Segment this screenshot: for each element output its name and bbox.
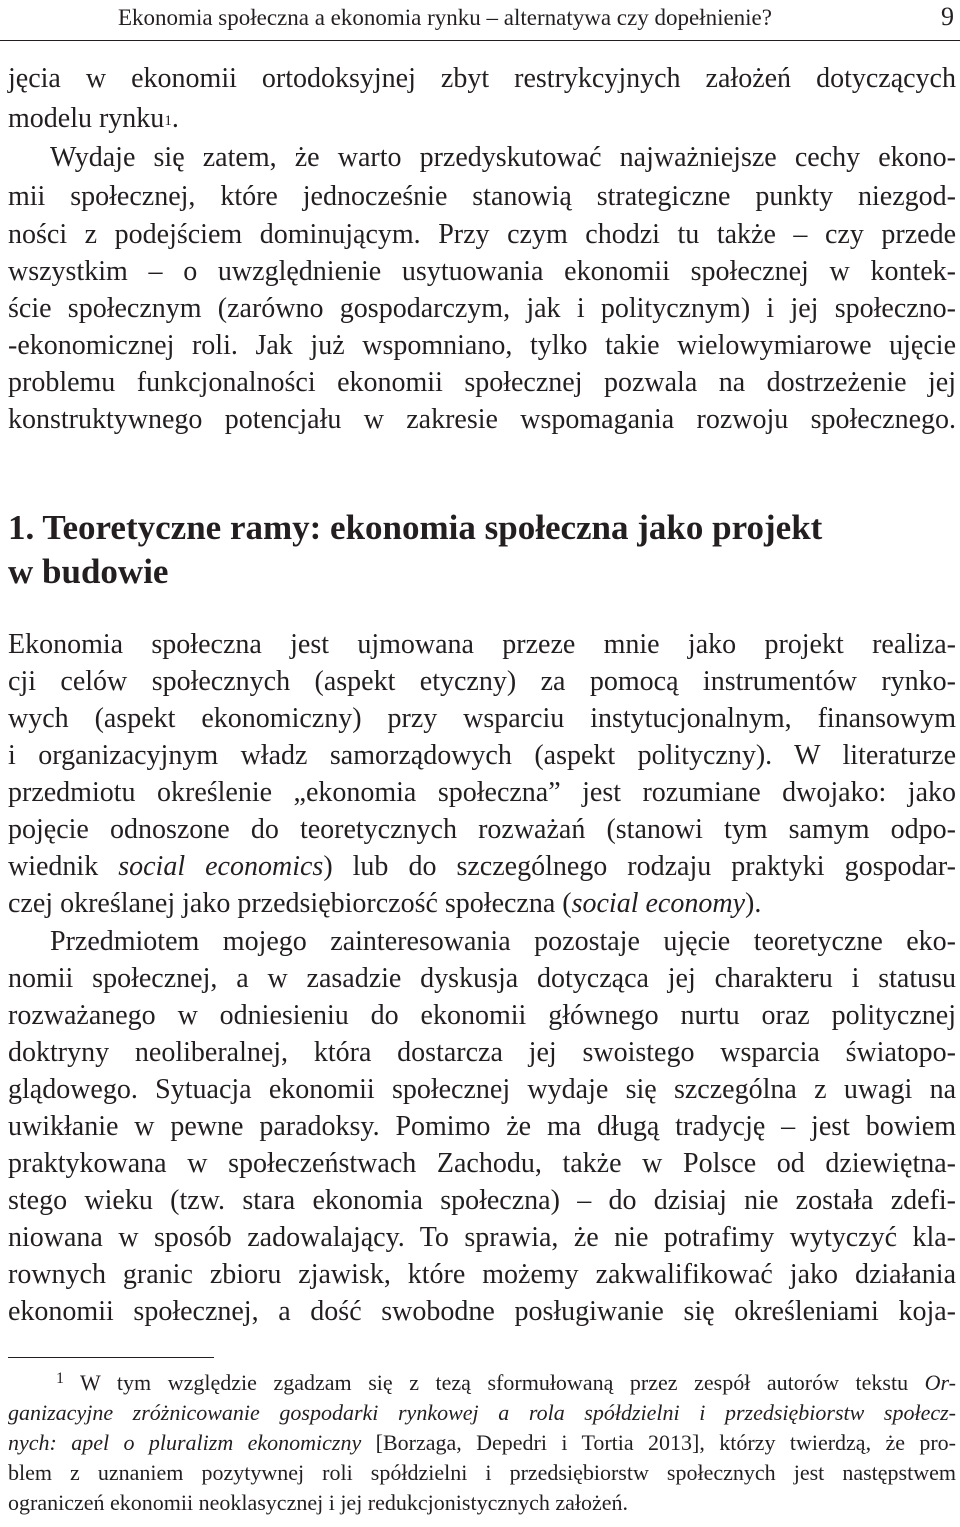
body-line: pojęcie odnoszone do teoretycznych rozważań (stanowi tym samym odpo-: [8, 814, 956, 845]
page-number: 9: [941, 2, 954, 31]
section-heading: w budowie: [8, 552, 169, 591]
body-line: uwikłanie w pewne paradoksy. Pomimo że ma długą tradycję – jest bowiem: [8, 1111, 956, 1142]
running-header: [0, 0, 960, 41]
body-line: jęcia w ekonomii ortodoksyjnej zbyt restrykcyjnych założeń dotyczących: [8, 63, 956, 94]
body-line: ekonomii społecznej, a dość swobodne posługiwanie się określeniami koja-: [8, 1296, 956, 1327]
section-heading: 1. Teoretyczne ramy: ekonomia społeczna jako projekt: [8, 508, 823, 547]
text-span: W tym względzie zgadzam się z tezą sformułowaną przez zespół autorów tekstu: [80, 1370, 925, 1395]
text-span: czej określanej jako przedsiębiorczość społeczna (: [8, 888, 572, 919]
text-span: .: [171, 103, 179, 134]
text-span: modelu rynku: [8, 103, 165, 134]
body-line: [8, 884, 956, 924]
body-line: problemu funkcjonalności ekonomii społecznej pozwala na dostrzeżenie jej: [8, 367, 956, 398]
body-line: konstruktywnego potencjału w zakresie wspomagania rozwoju społecznego.: [8, 404, 956, 435]
italic-title: nych: apel o pluralizm ekonomiczny: [8, 1430, 362, 1455]
text-span: wiednik: [8, 851, 119, 882]
body-line: Przedmiotem mojego zainteresowania pozostaje ujęcie teoretyczne eko-: [50, 926, 956, 957]
footnote-line: blem z uznaniem pozytywnej roli spółdzielni i przedsiębiorstw społecznych jest następstwem: [8, 1460, 956, 1485]
body-line: Ekonomia społeczna jest ujmowana przeze mnie jako projekt realiza-: [8, 629, 956, 660]
body-line: przedmiotu określenie „ekonomia społeczna” jest rozumiane dwojako: jako: [8, 777, 956, 808]
body-line: nomii społecznej, a w zasadzie dyskusja dotycząca jej charakteru i statusu: [8, 963, 956, 994]
text-span: ).: [745, 888, 762, 919]
body-line: rownych granic zbioru zjawisk, które możemy zakwalifikować jako działania: [8, 1259, 956, 1290]
footnote-line: [80, 1368, 956, 1398]
body-line: cji celów społecznych (aspekt etyczny) za pomocą instrumentów rynko-: [8, 666, 956, 697]
body-line: Wydaje się zatem, że warto przedyskutować najważniejsze cechy ekono-: [50, 142, 956, 173]
body-line: [8, 847, 956, 887]
body-line: i organizacyjnym władz samorządowych (aspekt polityczny). W literaturze: [8, 740, 956, 771]
text-span: [Borzaga, Depedri i Tortia 2013], którzy twierdzą, że pro-: [361, 1430, 957, 1455]
body-line: praktykowana w społeczeństwach Zachodu, także w Polsce od dziewiętna-: [8, 1148, 956, 1179]
italic-title: ganizacyjne zróżnicowanie gospodarki rynkowej a rola spółdzielni i przedsiębiorstw społecz-: [8, 1400, 956, 1425]
body-line: glądowego. Sytuacja ekonomii społecznej wydaje się szczególna z uwagi na: [8, 1074, 956, 1105]
body-line: [8, 99, 956, 139]
footnote-divider: [8, 1357, 214, 1358]
footnote-line: ograniczeń ekonomii neoklasycznej i jej redukcjonistycznych założeń.: [8, 1490, 629, 1515]
footnote-line: [8, 1398, 956, 1428]
body-line: ście społecznym (zarówno gospodarczym, jak i politycznym) i jej społeczno-: [8, 293, 956, 324]
italic-term: social economics: [118, 851, 324, 882]
italic-term: social economy: [571, 888, 745, 919]
body-line: ności z podejściem dominującym. Przy czym chodzi tu także – czy przede: [8, 219, 956, 250]
footnote-line: [8, 1428, 956, 1458]
body-line: niowana w sposób zadowalający. To sprawia, że nie potrafimy wytyczyć kla-: [8, 1222, 956, 1253]
body-line: mii społecznej, które jednocześnie stanowią strategiczne punkty niezgod-: [8, 181, 956, 212]
running-title: Ekonomia społeczna a ekonomia rynku – alternatywa czy dopełnienie?: [118, 5, 772, 30]
body-line: wych (aspekt ekonomiczny) przy wsparciu instytucjonalnym, finansowym: [8, 703, 956, 734]
body-line: rozważanego w odniesieniu do ekonomii głównego nurtu oraz politycznej: [8, 1000, 956, 1031]
body-line: -ekonomicznej roli. Jak już wspomniano, tylko takie wielowymiarowe ujęcie: [8, 330, 956, 361]
footnote-number: 1: [56, 1370, 64, 1387]
italic-title: Or-: [924, 1370, 956, 1395]
body-line: wszystkim – o uwzględnienie usytuowania ekonomii społecznej w kontek-: [8, 256, 956, 287]
body-line: doktryny neoliberalnej, która dostarcza jej swoistego wsparcia światopo-: [8, 1037, 956, 1068]
footnote-reference: 1: [164, 113, 172, 129]
text-span: ) lub do szczególnego rodzaju praktyki gospodar-: [323, 851, 956, 882]
body-line: stego wieku (tzw. stara ekonomia społeczna) – do dzisiaj nie została zdefi-: [8, 1185, 956, 1216]
